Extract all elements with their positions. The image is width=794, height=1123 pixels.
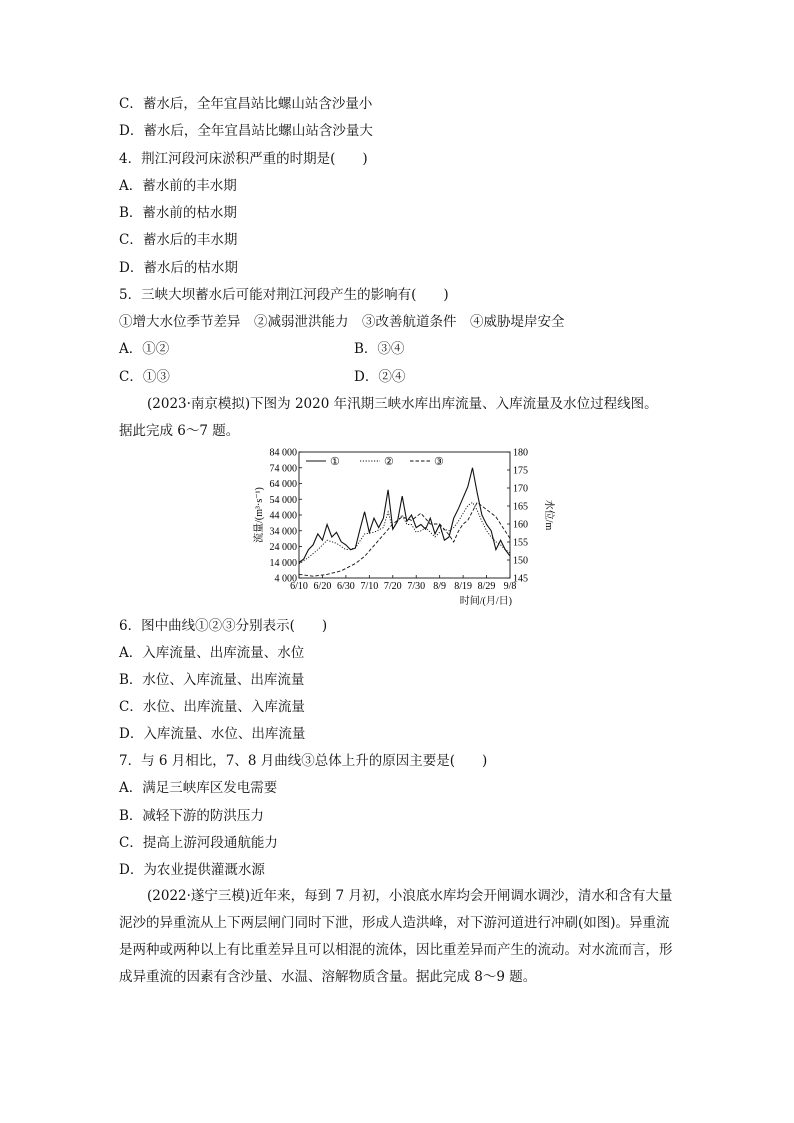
legend-label-2: ② — [384, 456, 394, 468]
question-6d: D．入库流量、水位、出库流量 — [119, 726, 306, 742]
right-tick-label: 170 — [513, 483, 528, 495]
question-7a: A．满足三峡库区发电需要 — [119, 780, 278, 796]
right-tick-label: 160 — [513, 519, 528, 531]
question-6c: C．水位、出库流量、入库流量 — [119, 699, 305, 715]
left-tick-label: 54 000 — [269, 494, 297, 506]
left-tick-label: 44 000 — [269, 510, 297, 522]
intro-8-9-paragraph — [119, 883, 679, 991]
right-tick-label: 175 — [513, 465, 528, 477]
intro-6-7-line1: (2023·南京模拟)下图为 2020 年汛期三峡水库出库流量、入库流量及水位过程线图。 — [147, 396, 658, 412]
question-5-items: ①增大水位季节差异 ②减弱泄洪能力 ③改善航道条件 ④威胁堤岸安全 — [119, 314, 565, 330]
left-tick-label: 14 000 — [269, 557, 297, 569]
left-tick-label: 64 000 — [269, 479, 297, 490]
question-7-stem: 7．与 6 月相比，7、8 月曲线③总体上升的原因主要是( ) — [119, 753, 488, 769]
question-7c: C．提高上游河段通航能力 — [119, 835, 278, 851]
right-tick-label: 150 — [513, 555, 528, 567]
question-6b: B．水位、入库流量、出库流量 — [119, 672, 305, 688]
x-tick-label: 8/9 — [433, 581, 447, 592]
x-tick-label: 7/20 — [383, 581, 402, 592]
x-tick-label: 8/29 — [477, 581, 496, 592]
question-5b: B．③④ — [354, 341, 405, 357]
legend-label-3: ③ — [434, 456, 444, 468]
right-tick-label: 145 — [513, 573, 528, 585]
question-7b: B．减轻下游的防洪压力 — [119, 808, 264, 824]
question-6-stem: 6．图中曲线①②③分别表示( ) — [119, 618, 328, 634]
right-tick-label: 155 — [513, 537, 528, 549]
flow-water-level-chart — [240, 440, 570, 610]
left-tick-label: 84 000 — [269, 447, 297, 459]
question-5-stem: 5．三峡大坝蓄水后可能对荆江河段产生的影响有( ) — [119, 287, 449, 303]
x-tick-label: 9/8 — [503, 581, 517, 592]
question-4d: D．蓄水后的枯水期 — [119, 260, 238, 276]
question-3d: D．蓄水后，全年宜昌站比螺山站含沙量大 — [119, 123, 373, 139]
y-axis-right-label: 水位/m — [543, 499, 554, 531]
y-axis-left-label: 流量/(m³·s⁻¹) — [254, 487, 265, 543]
question-4c: C．蓄水后的丰水期 — [119, 232, 238, 248]
x-tick-label: 6/30 — [336, 581, 355, 592]
question-4a: A．蓄水前的丰水期 — [119, 178, 237, 194]
x-tick-label: 6/20 — [313, 581, 332, 592]
x-tick-label: 7/10 — [360, 581, 379, 592]
intro-6-7-line2: 据此完成 6～7 题。 — [119, 423, 240, 439]
left-tick-label: 4 000 — [274, 573, 297, 585]
x-tick-label: 7/30 — [407, 581, 426, 592]
question-6a: A．入库流量、出库流量、水位 — [119, 645, 305, 661]
x-tick-label: 6/10 — [290, 581, 308, 592]
question-5a: A．①② — [119, 341, 170, 357]
right-tick-label: 165 — [513, 501, 528, 513]
question-4-stem: 4．荆江河段河床淤积严重的时期是( ) — [119, 151, 368, 167]
question-5d: D．②④ — [354, 369, 406, 385]
intro-8-9-text: (2022·遂宁三模)近年来，每到 7 月初，小浪底水库均会开闸调水调沙，清水和含有大量泥沙的异重流从上下两层闸门同时下泄，形成人造洪峰，对下游河道进行冲刷(如图)。异重流是两种或两种以上有比重差异且可以相混的流体，因比重差异而产生的流动。对水流而言，形成异重流的因素有含沙量、水温、溶解物质含量。据此完成 8～9 题。 — [119, 888, 673, 985]
x-tick-label: 8/19 — [454, 581, 473, 592]
right-tick-label: 180 — [513, 447, 528, 459]
left-tick-label: 34 000 — [269, 526, 297, 538]
legend-label-1: ① — [330, 456, 340, 468]
question-7d: D．为农业提供灌溉水源 — [119, 862, 265, 878]
question-5c: C．①③ — [119, 369, 170, 385]
question-4b: B．蓄水前的枯水期 — [119, 205, 237, 221]
left-tick-label: 24 000 — [269, 542, 297, 553]
series-line-1 — [299, 468, 510, 563]
question-3c: C．蓄水后，全年宜昌站比螺山站含沙量小 — [119, 96, 373, 112]
plot-frame — [299, 452, 510, 578]
left-tick-label: 74 000 — [269, 463, 297, 475]
x-axis-label: 时间/(月/日) — [459, 596, 512, 607]
